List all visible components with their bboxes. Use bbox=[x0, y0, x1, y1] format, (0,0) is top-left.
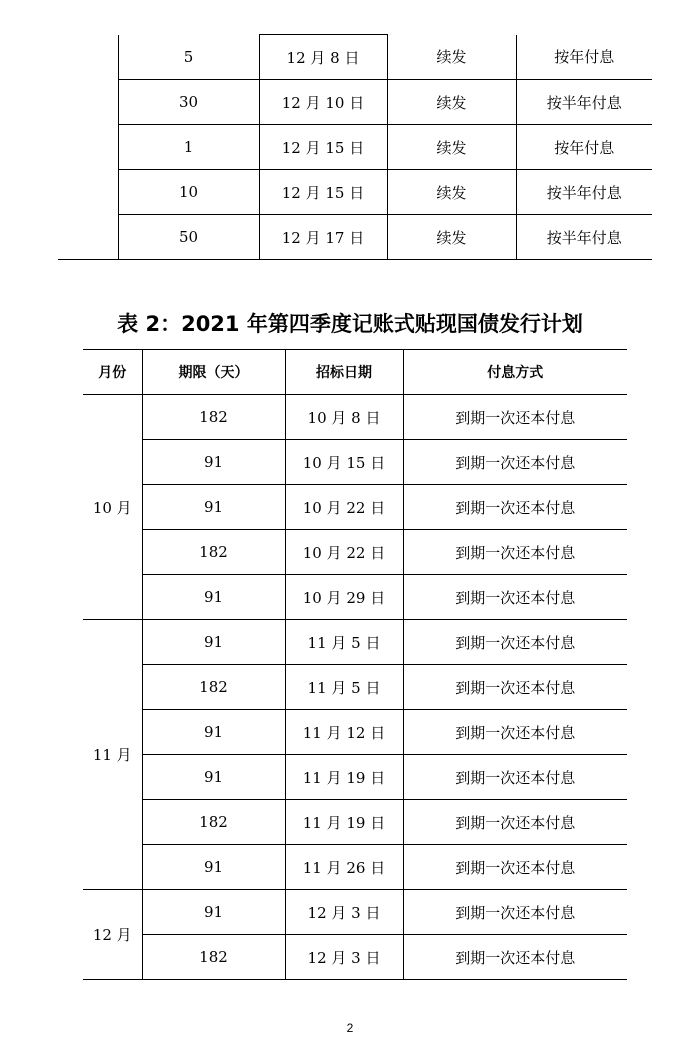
table-row bbox=[83, 665, 627, 710]
term-cell: 50 bbox=[118, 215, 259, 260]
auction-date-cell: 12 月 17 日 bbox=[259, 215, 387, 260]
table-header-row bbox=[83, 350, 627, 395]
auction-date-cell: 11 月 19 日 bbox=[285, 800, 403, 845]
header-month: 月份 bbox=[83, 350, 142, 395]
auction-date-cell: 12 月 10 日 bbox=[259, 80, 387, 125]
term-cell: 1 bbox=[118, 125, 259, 170]
table-row bbox=[58, 215, 652, 260]
table-row bbox=[58, 80, 652, 125]
treasury-bond-table-continued bbox=[58, 34, 652, 260]
table-row bbox=[58, 125, 652, 170]
auction-date-cell: 12 月 15 日 bbox=[259, 125, 387, 170]
interest-method-cell: 按半年付息 bbox=[516, 170, 652, 215]
auction-date-cell: 10 月 8 日 bbox=[285, 395, 403, 440]
interest-method-cell: 到期一次还本付息 bbox=[403, 530, 627, 575]
interest-method-cell: 到期一次还本付息 bbox=[403, 665, 627, 710]
table-row bbox=[83, 530, 627, 575]
interest-method-cell: 按年付息 bbox=[516, 35, 652, 80]
term-cell: 30 bbox=[118, 80, 259, 125]
table-row bbox=[83, 890, 627, 935]
table-row bbox=[83, 575, 627, 620]
issue-type-cell: 续发 bbox=[387, 80, 516, 125]
term-cell: 91 bbox=[142, 575, 285, 620]
term-cell: 91 bbox=[142, 620, 285, 665]
interest-method-cell: 到期一次还本付息 bbox=[403, 440, 627, 485]
interest-method-cell: 到期一次还本付息 bbox=[403, 575, 627, 620]
month-cell: 12 月 bbox=[83, 890, 142, 980]
issue-type-cell: 续发 bbox=[387, 35, 516, 80]
interest-method-cell: 按年付息 bbox=[516, 125, 652, 170]
term-cell: 10 bbox=[118, 170, 259, 215]
term-cell: 182 bbox=[142, 935, 285, 980]
term-cell: 91 bbox=[142, 440, 285, 485]
interest-method-cell: 到期一次还本付息 bbox=[403, 395, 627, 440]
table-row bbox=[83, 440, 627, 485]
auction-date-cell: 10 月 22 日 bbox=[285, 530, 403, 575]
auction-date-cell: 11 月 26 日 bbox=[285, 845, 403, 890]
header-auction-date: 招标日期 bbox=[285, 350, 403, 395]
issue-type-cell: 续发 bbox=[387, 170, 516, 215]
page-number: 2 bbox=[346, 1021, 354, 1035]
term-cell: 182 bbox=[142, 395, 285, 440]
interest-method-cell: 到期一次还本付息 bbox=[403, 485, 627, 530]
auction-date-cell: 12 月 3 日 bbox=[285, 935, 403, 980]
auction-date-cell: 12 月 15 日 bbox=[259, 170, 387, 215]
issue-type-cell: 续发 bbox=[387, 215, 516, 260]
table-row bbox=[83, 395, 627, 440]
term-cell: 91 bbox=[142, 845, 285, 890]
month-cell: 11 月 bbox=[83, 620, 142, 890]
table-title: 表 2：2021 年第四季度记账式贴现国债发行计划 bbox=[117, 312, 583, 336]
table-row bbox=[58, 170, 652, 215]
month-cell bbox=[58, 35, 118, 260]
term-cell: 91 bbox=[142, 890, 285, 935]
term-cell: 182 bbox=[142, 530, 285, 575]
discount-bond-issuance-table bbox=[83, 349, 627, 980]
auction-date-cell: 11 月 5 日 bbox=[285, 665, 403, 710]
table-row bbox=[83, 620, 627, 665]
auction-date-cell: 10 月 15 日 bbox=[285, 440, 403, 485]
header-interest-method: 付息方式 bbox=[403, 350, 627, 395]
issue-type-cell: 续发 bbox=[387, 125, 516, 170]
term-cell: 182 bbox=[142, 800, 285, 845]
auction-date-cell: 12 月 3 日 bbox=[285, 890, 403, 935]
auction-date-cell: 11 月 12 日 bbox=[285, 710, 403, 755]
table-row bbox=[83, 755, 627, 800]
interest-method-cell: 到期一次还本付息 bbox=[403, 800, 627, 845]
auction-date-cell: 10 月 29 日 bbox=[285, 575, 403, 620]
table-row bbox=[83, 800, 627, 845]
auction-date-cell: 11 月 5 日 bbox=[285, 620, 403, 665]
month-cell: 10 月 bbox=[83, 395, 142, 620]
table-row bbox=[83, 710, 627, 755]
interest-method-cell: 到期一次还本付息 bbox=[403, 845, 627, 890]
interest-method-cell: 到期一次还本付息 bbox=[403, 755, 627, 800]
auction-date-cell: 11 月 19 日 bbox=[285, 755, 403, 800]
table-row bbox=[83, 935, 627, 980]
interest-method-cell: 按半年付息 bbox=[516, 80, 652, 125]
term-cell: 91 bbox=[142, 710, 285, 755]
term-cell: 182 bbox=[142, 665, 285, 710]
interest-method-cell: 到期一次还本付息 bbox=[403, 935, 627, 980]
term-cell: 91 bbox=[142, 485, 285, 530]
table-row bbox=[83, 485, 627, 530]
table-row bbox=[83, 845, 627, 890]
header-term: 期限（天） bbox=[142, 350, 285, 395]
interest-method-cell: 到期一次还本付息 bbox=[403, 890, 627, 935]
interest-method-cell: 到期一次还本付息 bbox=[403, 620, 627, 665]
term-cell: 91 bbox=[142, 755, 285, 800]
auction-date-cell: 10 月 22 日 bbox=[285, 485, 403, 530]
term-cell: 5 bbox=[118, 35, 259, 80]
interest-method-cell: 到期一次还本付息 bbox=[403, 710, 627, 755]
table-row bbox=[58, 35, 652, 80]
auction-date-cell: 12 月 8 日 bbox=[259, 35, 387, 80]
interest-method-cell: 按半年付息 bbox=[516, 215, 652, 260]
